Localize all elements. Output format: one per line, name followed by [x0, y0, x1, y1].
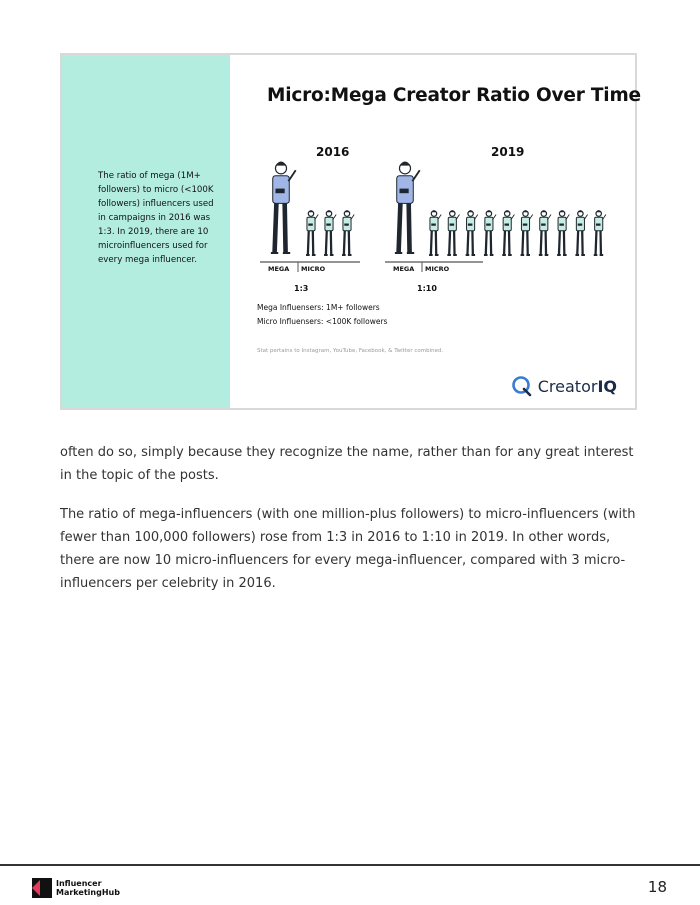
- micro-influencer-2019: [521, 210, 533, 255]
- footer-divider: [0, 864, 700, 866]
- year-2019-label: 2019: [491, 145, 525, 159]
- brand-suffix: IQ: [597, 376, 617, 396]
- micro-label-2016: MICRO: [301, 265, 326, 273]
- logo-line-1: Influencer: [56, 879, 102, 888]
- brand-prefix: Creator: [537, 376, 598, 396]
- mega-label-2016: MEGA: [268, 265, 290, 273]
- infographic-figure: [60, 53, 641, 410]
- micro-influencer-2019: [594, 210, 606, 255]
- micro-influencer-2019: [575, 210, 587, 255]
- chart-area: [230, 55, 641, 408]
- micro-influencer-2019: [539, 210, 551, 255]
- legend-micro: Micro Influensers: <100K followers: [257, 317, 388, 326]
- ratio-2019: 1:10: [417, 284, 437, 293]
- influencer-figures: [230, 55, 638, 295]
- micro-influencer-2019: [557, 210, 569, 255]
- stat-note: Stat pertains to Instagram, YouTube, Facebook, & Twitter combined.: [257, 348, 444, 354]
- logo-line-2: MarketingHub: [56, 888, 120, 897]
- micro-influencer-2016: [342, 210, 354, 255]
- logo-mark-icon: [30, 876, 54, 900]
- description-panel: [62, 55, 230, 408]
- paragraph-1: often do so, simply because they recognize the name, rather than for any great interest in the topic of the posts.: [60, 445, 634, 483]
- micro-influencer-2019: [484, 210, 496, 255]
- magnifier-q-icon: [511, 375, 533, 397]
- figure-title: Micro:Mega Creator Ratio Over Time: [267, 85, 641, 106]
- year-2016-label: 2016: [316, 145, 350, 159]
- micro-influencer-2019: [429, 210, 441, 255]
- page-number: 18: [647, 878, 667, 896]
- mega-influencer-2016: [271, 161, 296, 253]
- micro-label-2019: MICRO: [425, 265, 450, 273]
- legend-mega: Mega Influensers: 1M+ followers: [257, 303, 380, 312]
- description-text: The ratio of mega (1M+ followers) to micro (<100K followers) influencers used in campaigns in 2016 was 1:3. In 2019, there are 10 microinfluencers used for every mega influencer.: [98, 171, 214, 265]
- ratio-2016: 1:3: [294, 284, 309, 293]
- micro-influencer-2019: [466, 210, 478, 255]
- micro-influencer-2016: [306, 210, 318, 255]
- mega-label-2019: MEGA: [393, 265, 415, 273]
- micro-influencer-2019: [447, 210, 459, 255]
- micro-influencer-2019: [502, 210, 514, 255]
- paragraph-2: The ratio of mega-influencers (with one million-plus followers) to micro-influencers (with fewer than 100,000 followers) rose from 1:3 in 2016 to 1:10 in 2019. In other words, there are now 10 micro-influencers for every mega-influencer, compared with 3 micro-influencers per celebrity in 2016.: [60, 507, 636, 591]
- influencer-marketing-hub-logo: [30, 876, 120, 900]
- mega-influencer-2019: [395, 161, 420, 253]
- micro-influencer-2016: [324, 210, 336, 255]
- creatoriq-logo: [511, 375, 617, 397]
